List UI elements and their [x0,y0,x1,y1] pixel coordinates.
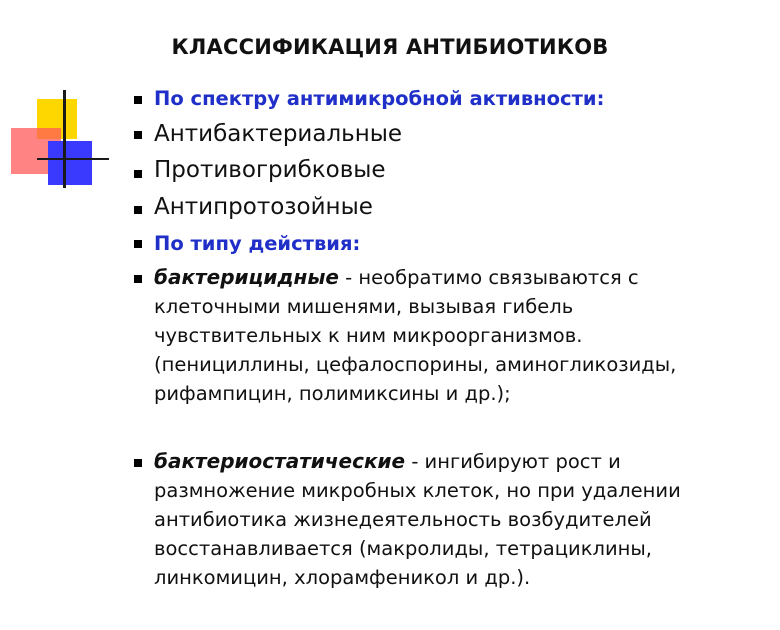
bullet-square-icon [134,240,142,248]
term-bacteriostatic: бактериостатические [154,449,406,473]
paragraph-line: - необратимо связываются с [338,266,639,289]
blue-square-shape [48,141,92,185]
bullet-square-icon [134,275,142,283]
paragraph-line: линкомицин, хлорамфеникол и др.). [154,566,531,589]
slide-title: КЛАССИФИКАЦИЯ АНТИБИОТИКОВ [171,35,609,59]
list-item-paragraph [154,447,681,592]
paragraph-line: клеточными мишенями, вызывая гибель [154,295,574,318]
horizontal-line-shape [37,158,109,160]
bullet-square-icon [134,206,142,214]
bullet-square-icon [134,96,142,104]
paragraph-line: восстанавливается (макролиды, тетрациклины, [154,537,652,560]
list-item-paragraph [154,263,676,408]
paragraph-line: размножение микробных клеток, но при удалении [154,479,681,502]
list-item-label: Антибактериальные [154,121,403,147]
paragraph-line: - ингибируют рост и [405,450,621,473]
bullet-square-icon [134,459,142,467]
paragraph-line: антибиотика жизнедеятельность возбудителей [154,508,652,531]
paragraph-line: (пенициллины, цефалоспорины, аминогликозиды, [154,353,677,376]
list-item-label: Антипротозойные [154,194,373,220]
term-bactericidal: бактерицидные [154,265,339,289]
vertical-line-shape [63,90,66,188]
list-item-label: Противогрибковые [154,157,386,183]
paragraph-line: чувствительных к ним микроорганизмов. [154,324,583,347]
bullet-square-icon [134,170,142,178]
paragraph-line: рифампицин, полимиксины и др.); [154,382,511,405]
decorative-squares-graphic [0,0,120,200]
list-item-label: По спектру антимикробной активности: [154,87,605,110]
list-item-label: По типу действия: [154,232,361,255]
bullet-square-icon [134,131,142,139]
